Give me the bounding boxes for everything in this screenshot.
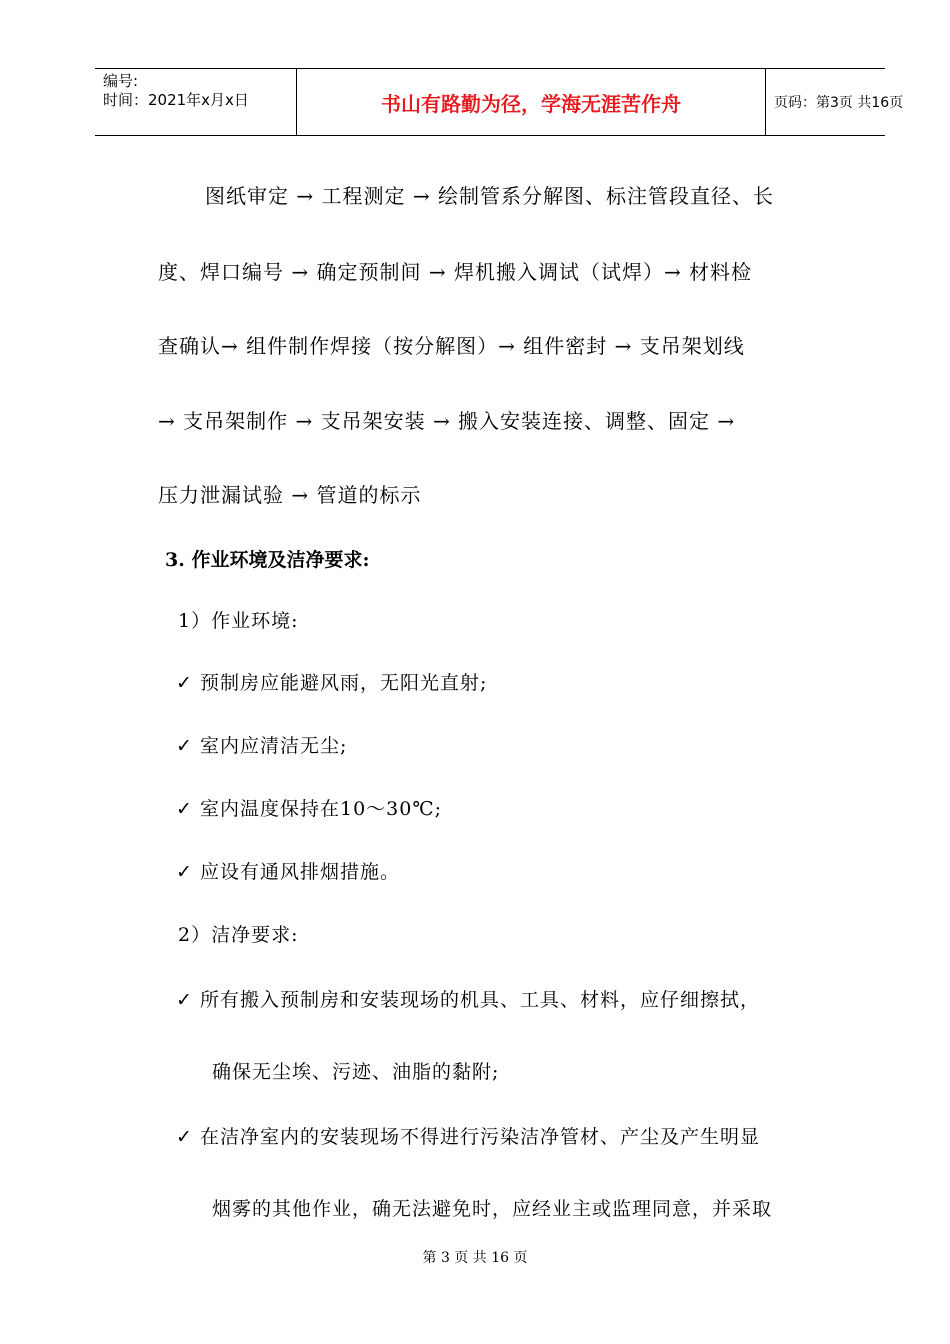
list-item-text: 在洁净室内的安装现场不得进行污染洁净管材、产尘及产生明显: [200, 1126, 761, 1148]
list-item: [176, 668, 487, 695]
list-item-text: 所有搬入预制房和安装现场的机具、工具、材料，应仔细擦拭，: [200, 989, 761, 1011]
document-number-label: 编号:: [103, 72, 139, 90]
list-item-text: 预制房应能避风雨，无阳光直射;: [200, 672, 488, 694]
list-item: [176, 857, 400, 884]
list-item-text: 室内温度保持在10～30℃;: [200, 798, 443, 820]
flow-line-5: 压力泄漏试验 → 管道的标示: [158, 483, 422, 507]
list-item-continuation: 确保无尘埃、污迹、油脂的黏附;: [212, 1061, 500, 1083]
list-item-text: 室内应清洁无尘;: [200, 735, 348, 757]
flow-line-1: 图纸审定 → 工程测定 → 绘制管系分解图、标注管段直径、长: [205, 184, 774, 208]
section-heading: 3. 作业环境及洁净要求:: [165, 549, 370, 571]
list-item: [176, 794, 442, 821]
list-item: [176, 731, 347, 758]
header-meta-cell: [95, 69, 296, 135]
flow-line-3: 查确认→ 组件制作焊接（按分解图）→ 组件密封 → 支吊架划线: [158, 334, 745, 358]
list-item-text: 应设有通风排烟措施。: [200, 861, 401, 883]
check-icon: ✓: [176, 735, 193, 757]
header-page-code: 页码：第3页 共16页: [774, 95, 904, 111]
check-icon: ✓: [176, 861, 193, 883]
flow-line-4: → 支吊架制作 → 支吊架安装 → 搬入安装连接、调整、固定 →: [158, 409, 736, 433]
check-icon: ✓: [176, 1126, 193, 1148]
list-item-continuation: 烟雾的其他作业，确无法避免时，应经业主或监理同意，并采取: [212, 1198, 773, 1220]
header-page-cell: [766, 69, 904, 135]
check-icon: ✓: [176, 989, 193, 1011]
subsection-environment-title: 1）作业环境:: [178, 610, 299, 632]
check-icon: ✓: [176, 798, 193, 820]
check-icon: ✓: [176, 672, 193, 694]
header-motto-cell: [296, 69, 766, 135]
list-item: [176, 1122, 760, 1149]
list-item: [176, 985, 760, 1012]
document-time-label: 时间：2021年x月x日: [103, 91, 249, 109]
page-footer: 第 3 页 共 16 页: [422, 1250, 528, 1266]
header-motto: 书山有路勤为径，学海无涯苦作舟: [381, 91, 681, 116]
flow-line-2: 度、焊口编号 → 确定预制间 → 焊机搬入调试（试焊）→ 材料检: [158, 260, 753, 284]
page-header: [95, 68, 904, 136]
subsection-cleanliness-title: 2）洁净要求:: [178, 924, 299, 946]
